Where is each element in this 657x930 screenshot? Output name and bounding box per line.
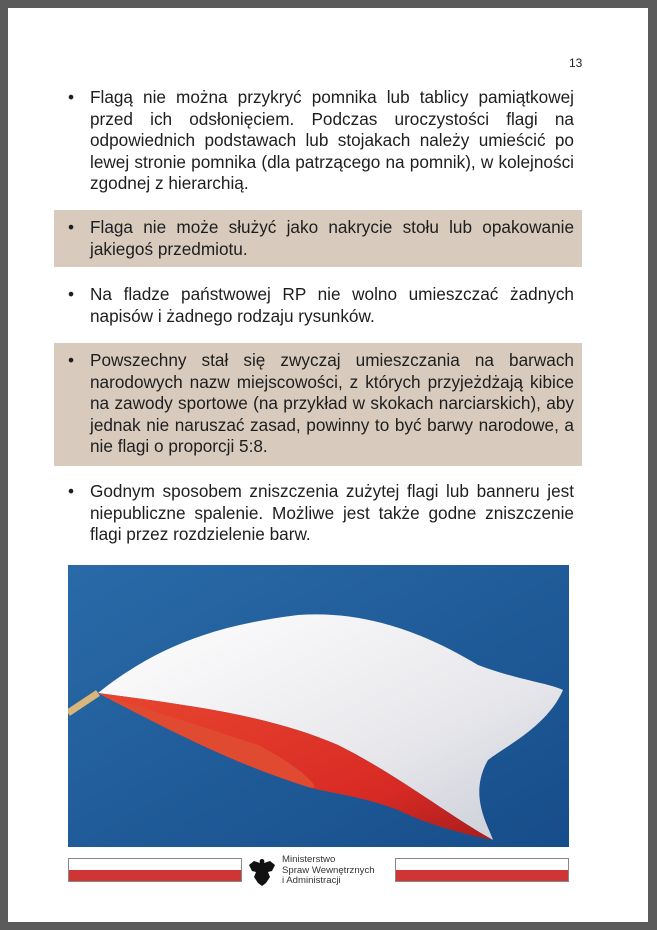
ministry-name	[282, 855, 375, 887]
bullet: •	[68, 284, 75, 304]
ministry-line: Ministerstwo	[282, 854, 336, 865]
item-text: Flagą nie można przykryć pomnika lub tablicy pamiątkowej przed ich odsłonięciem. Podczas uroczystości flagi na odpowiednich podstawach lub stojakach należy umieścić po lewej stronie pomnika (dla patrzącego na pomnik), w kolejności zgodnej z hierarchią.	[90, 87, 574, 193]
flag-bar-right	[395, 858, 569, 882]
polish-flag-photo	[68, 565, 569, 847]
list-item	[54, 481, 582, 546]
page-number: 13	[569, 56, 583, 70]
bullet: •	[68, 217, 75, 237]
footer	[68, 855, 569, 887]
list-item	[54, 87, 582, 195]
ministry-line: Spraw Wewnętrznych	[282, 864, 375, 876]
item-text: Godnym sposobem zniszczenia zużytej flagi lub banneru jest niepubliczne spalenie. Możliwe jest także godne zniszczenie flagi przez rozdzielenie barw.	[90, 481, 574, 544]
document-page	[8, 8, 648, 922]
bullet: •	[68, 87, 75, 107]
flag-bar-left	[68, 858, 242, 882]
bullet: •	[68, 350, 75, 370]
list-item	[54, 284, 582, 327]
item-text: Powszechny stał się zwyczaj umieszczania na barwach narodowych nazw miejscowości, z których przyjeżdżają kibice na zawody sportowe (na przykład w skokach narciarskich), aby jednak nie naruszać zasad, powinny to być barwy narodowe, a nie flagi o proporcji 5:8.	[90, 350, 574, 456]
list-item-shaded	[54, 210, 582, 267]
bullet: •	[68, 481, 75, 501]
ministry-line: i Administracji	[282, 875, 341, 886]
eagle-emblem-icon	[248, 857, 276, 887]
item-text: Na fladze państwowej RP nie wolno umieszczać żadnych napisów i żadnego rodzaju rysunków.	[90, 284, 574, 326]
list-item-shaded	[54, 343, 582, 466]
item-text: Flaga nie może służyć jako nakrycie stołu lub opakowanie jakiegoś przedmiotu.	[90, 217, 574, 259]
